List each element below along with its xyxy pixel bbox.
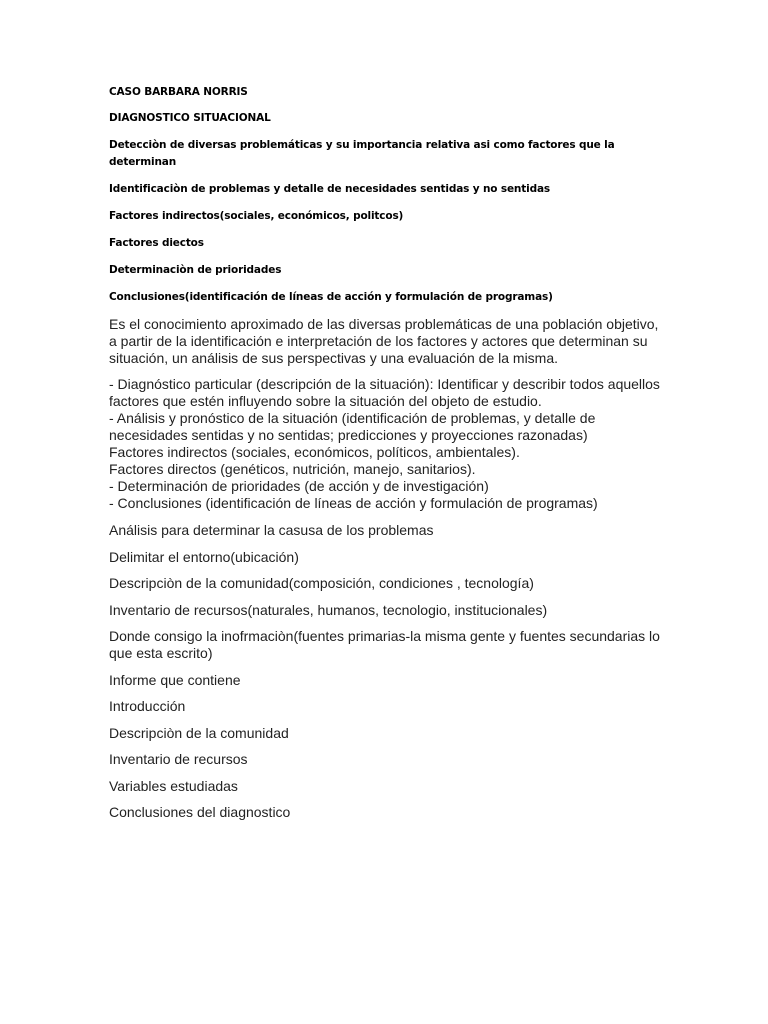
document-page xyxy=(109,84,669,831)
paragraph: Análisis para determinar la casusa de los problemas xyxy=(109,522,434,538)
list-item: - Determinación de prioridades (de acción y de investigación) xyxy=(109,478,489,494)
section-heading: Conclusiones(identificación de líneas de acción y formulación de programas) xyxy=(109,291,553,303)
document-title: CASO BARBARA NORRIS xyxy=(109,86,248,98)
section-heading: Identificaciòn de problemas y detalle de necesidades sentidas y no sentidas xyxy=(109,183,550,195)
paragraph: Variables estudiadas xyxy=(109,777,238,794)
section-heading: Determinaciòn de prioridades xyxy=(109,264,282,276)
intro-paragraph: Es el conocimiento aproximado de las diversas problemáticas de una población objetivo, a partir de la identificación e interpretación de los factores y actores que determinan su situación, un análisis de sus perspectivas y una evaluación de la misma. xyxy=(109,316,659,366)
paragraph: Descripciòn de la comunidad(composición, condiciones , tecnología) xyxy=(109,575,534,591)
paragraph: Inventario de recursos xyxy=(109,751,248,767)
list-item: Factores directos (genéticos, nutrición, manejo, sanitarios). xyxy=(109,461,476,477)
section-heading: Factores indirectos(sociales, económicos, politcos) xyxy=(109,210,404,222)
list-item: - Conclusiones (identificación de líneas de acción y formulación de programas) xyxy=(109,495,598,511)
list-item: - Análisis y pronóstico de la situación (identificación de problemas, y detalle de necesidades sentidas y no sentidas; predicciones y proyecciones razonadas) xyxy=(109,410,596,443)
diagnostic-steps-list xyxy=(109,376,669,512)
section-heading: Factores diectos xyxy=(109,237,204,249)
paragraph: Delimitar el entorno(ubicación) xyxy=(109,548,299,565)
paragraph: Descripciòn de la comunidad xyxy=(109,724,289,741)
paragraph: Donde consigo la inofrmaciòn(fuentes primarias-la misma gente y fuentes secundarias lo que esta escrito) xyxy=(109,628,660,661)
list-item: - Diagnóstico particular (descripción de la situación): Identificar y describir todos aquellos factores que estén influyendo sobre la situación del objeto de estudio. xyxy=(109,376,660,409)
paragraph: Introducción xyxy=(109,698,186,714)
section-heading: Detecciòn de diversas problemáticas y su importancia relativa asi como factores que la determinan xyxy=(109,139,615,168)
list-item: Factores indirectos (sociales, económicos, políticos, ambientales). xyxy=(109,444,520,460)
paragraph: Informe que contiene xyxy=(109,671,241,688)
paragraph: Conclusiones del diagnostico xyxy=(109,804,291,820)
section-heading: DIAGNOSTICO SITUACIONAL xyxy=(109,112,271,124)
paragraph: Inventario de recursos(naturales, humanos, tecnologio, institucionales) xyxy=(109,601,548,618)
